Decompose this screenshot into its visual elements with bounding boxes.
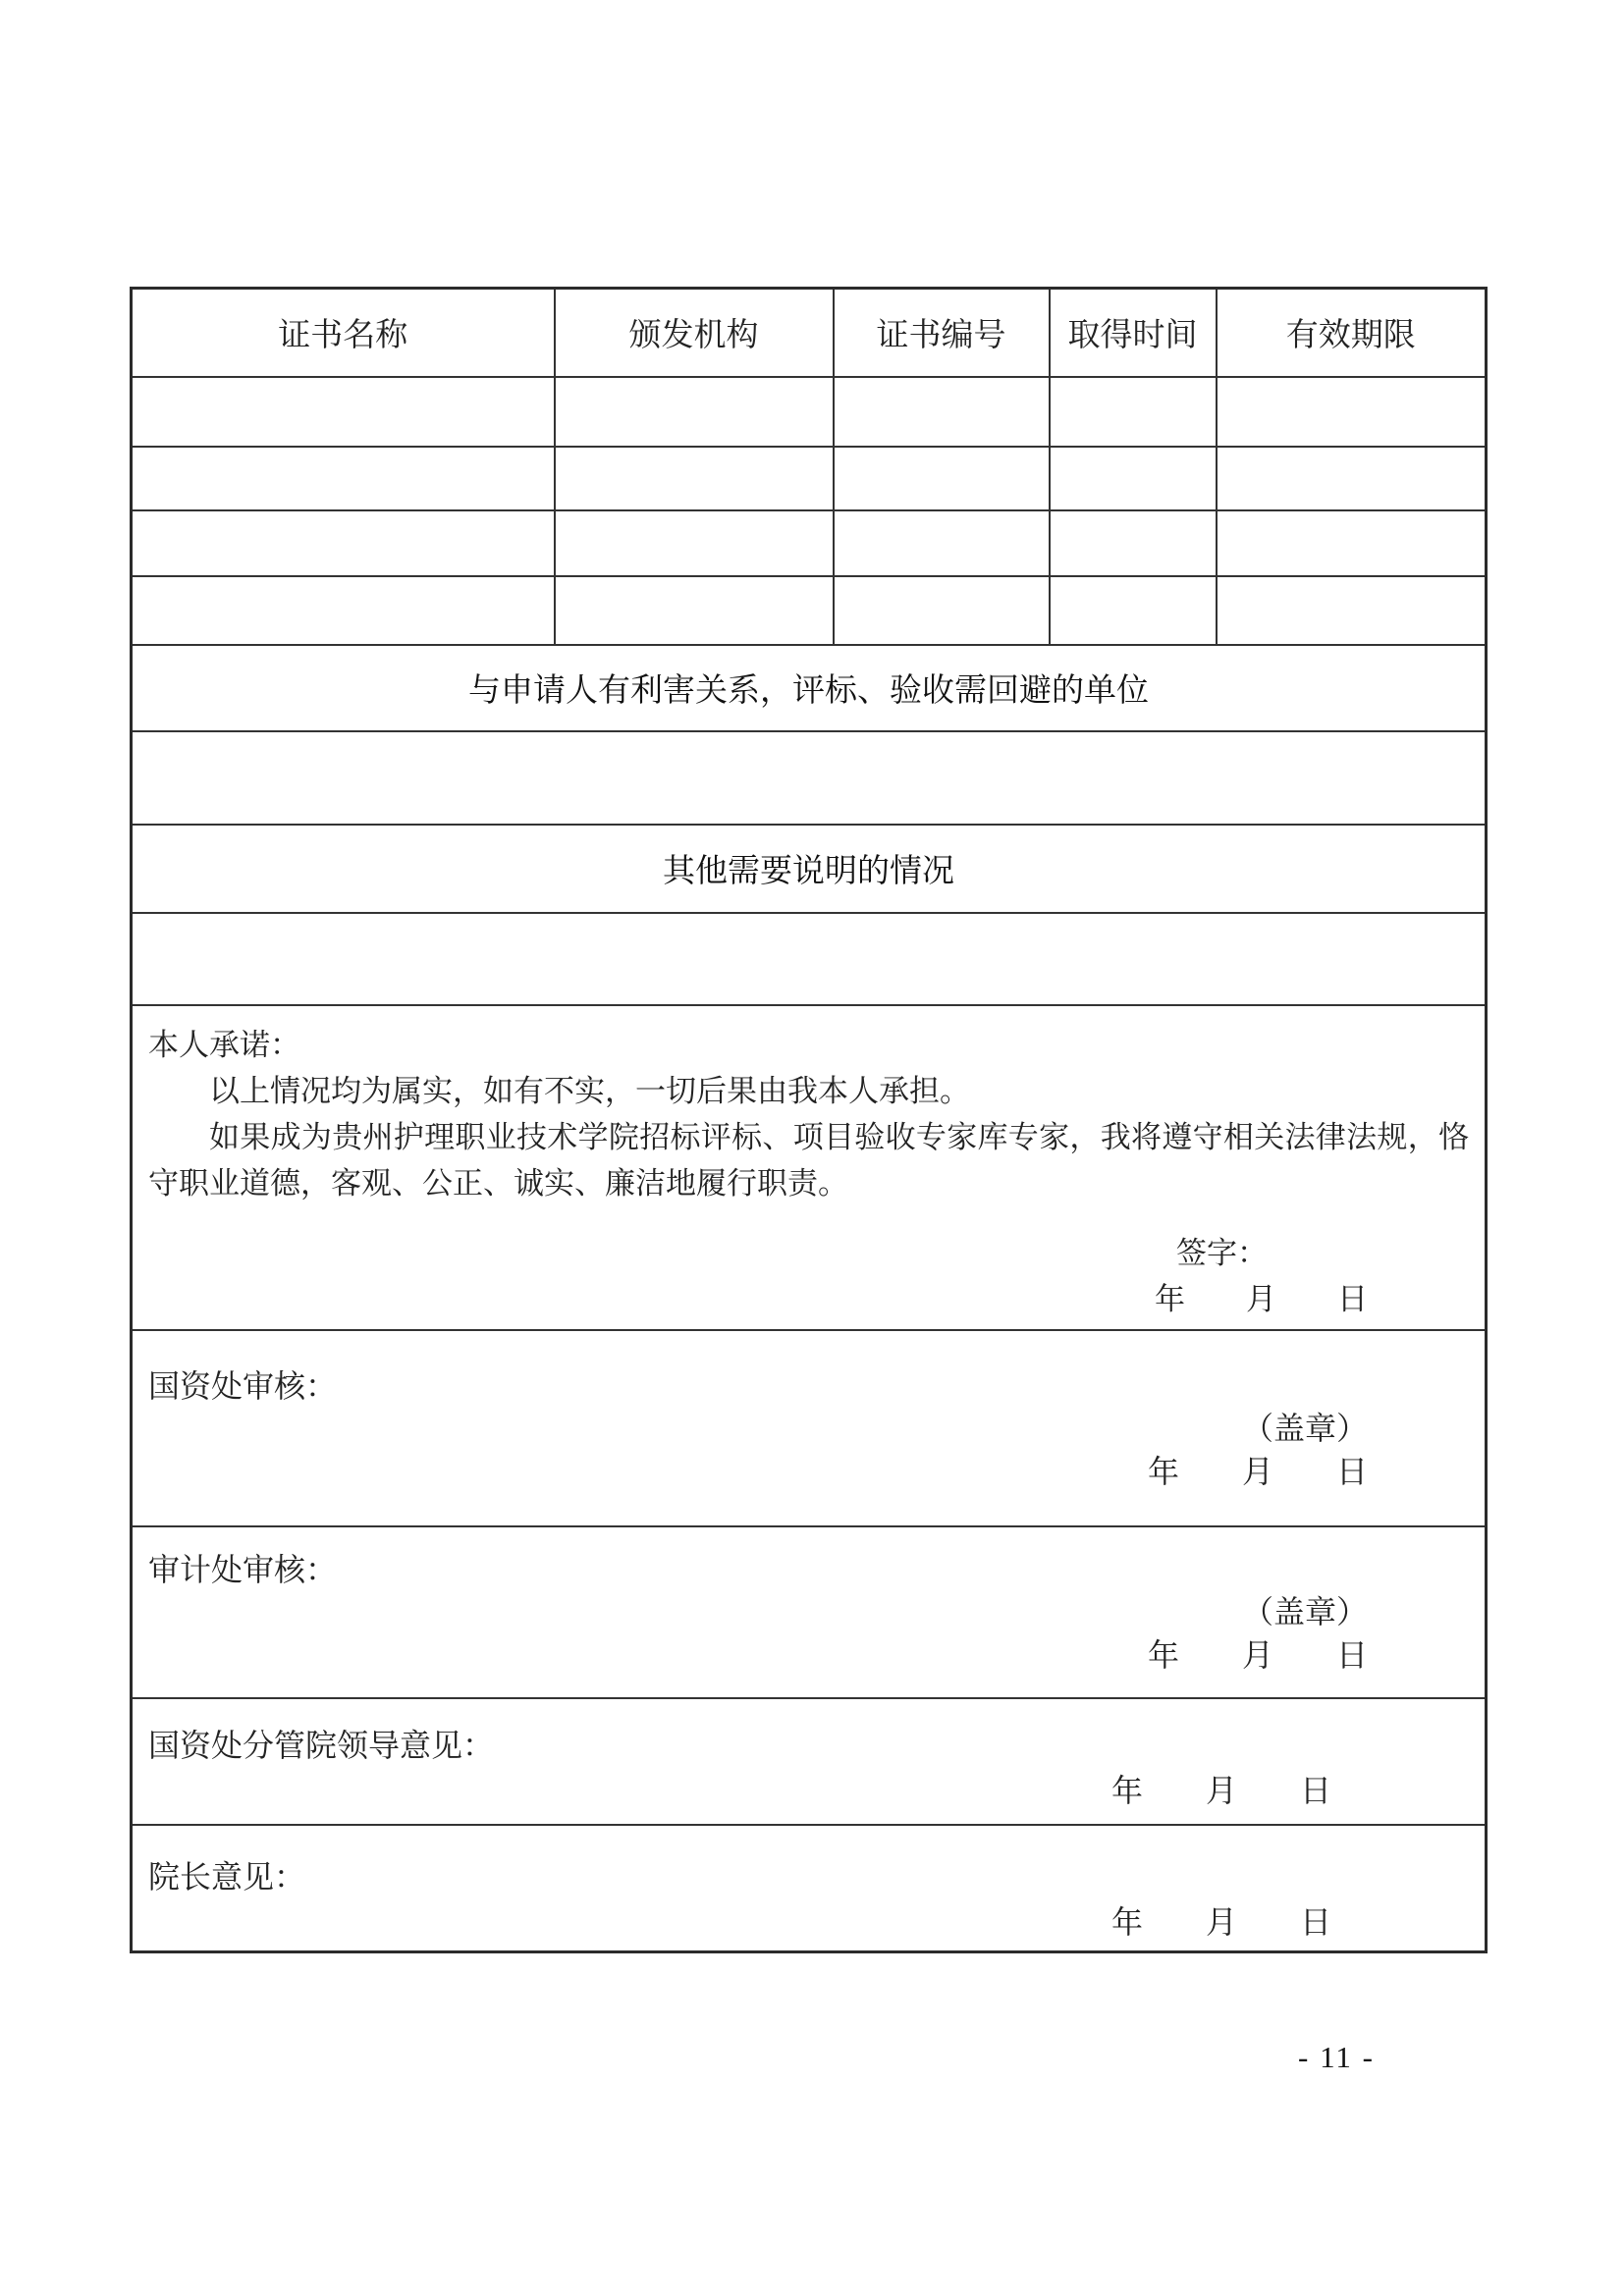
leader-opinion-row: [132, 1698, 1487, 1825]
other-notes-input-area: [132, 913, 1487, 1005]
empty-cell: [1050, 447, 1217, 510]
conflict-units-input-area: [132, 731, 1487, 825]
certificate-empty-row: [132, 576, 1487, 645]
certificate-empty-row: [132, 510, 1487, 576]
assets-office-review-block: [133, 1354, 1485, 1503]
empty-cell: [1050, 377, 1217, 447]
empty-cell: [555, 447, 834, 510]
empty-cell: [1217, 576, 1487, 645]
empty-cell: [132, 377, 555, 447]
col-header-certificate-name: 证书名称: [132, 289, 555, 377]
audit-office-review-block: [133, 1537, 1485, 1686]
certificate-empty-row: [132, 447, 1487, 510]
seal-label: （盖章）: [1241, 1594, 1368, 1629]
empty-cell: [834, 377, 1050, 447]
date-line: 年 月 日: [1147, 1637, 1368, 1673]
empty-cell: [1217, 377, 1487, 447]
empty-cell: [834, 510, 1050, 576]
certificate-empty-row: [132, 377, 1487, 447]
conflict-units-title-row: [132, 645, 1487, 731]
col-header-issuing-authority: 颁发机构: [555, 289, 834, 377]
empty-cell: [555, 576, 834, 645]
empty-cell: [1050, 510, 1217, 576]
signature-date-line: 年 月 日: [1155, 1282, 1368, 1316]
president-opinion-label: 院长意见：: [148, 1859, 306, 1896]
empty-cell: [1050, 576, 1217, 645]
commitment-title: 本人承诺：: [148, 1028, 300, 1062]
empty-cell: [132, 510, 555, 576]
audit-office-stamp-area: [148, 1590, 1469, 1677]
date-line: 年 月 日: [1110, 1904, 1331, 1941]
empty-cell: [132, 576, 555, 645]
commitment-block: [133, 1012, 1485, 1322]
date-line: 年 月 日: [1110, 1773, 1331, 1808]
audit-office-review-label: 审计处审核：: [148, 1552, 338, 1587]
conflict-units-title: 与申请人有利害关系，评标、验收需回避的单位: [132, 645, 1487, 731]
conflict-units-blank-row: [132, 731, 1487, 825]
assets-office-stamp-area: [148, 1407, 1469, 1493]
president-opinion-block: [133, 1831, 1485, 1945]
signature-label: 签字：: [1176, 1236, 1268, 1270]
commitment-line1: 以上情况均为属实，如有不实，一切后果由我本人承担。: [209, 1074, 970, 1108]
seal-label: （盖章）: [1241, 1410, 1368, 1446]
empty-cell: [132, 447, 555, 510]
empty-cell: [555, 377, 834, 447]
empty-cell: [1217, 510, 1487, 576]
date-line: 年 月 日: [1147, 1453, 1368, 1489]
empty-cell: [834, 576, 1050, 645]
president-opinion-row: [132, 1825, 1487, 1952]
other-notes-title-row: [132, 825, 1487, 913]
commitment-row: [132, 1005, 1487, 1330]
col-header-validity-period: 有效期限: [1217, 289, 1487, 377]
assets-office-review-label: 国资处审核：: [148, 1367, 338, 1404]
assets-office-review-row: [132, 1330, 1487, 1526]
audit-office-review-row: [132, 1526, 1487, 1698]
other-notes-title: 其他需要说明的情况: [132, 825, 1487, 913]
page-number: - 11 -: [1298, 2040, 1375, 2074]
col-header-certificate-number: 证书编号: [834, 289, 1050, 377]
leader-opinion-label: 国资处分管院领导意见：: [148, 1728, 495, 1763]
expert-application-form-table: [130, 287, 1488, 1953]
empty-cell: [834, 447, 1050, 510]
commitment-line2: 如果成为贵州护理职业技术学院招标评标、项目验收专家库专家，我将遵守相关法律法规，恪守职业道德，客观、公正、诚实、廉洁地履行职责。: [148, 1120, 1469, 1201]
leader-opinion-block: [133, 1709, 1485, 1813]
col-header-obtain-date: 取得时间: [1050, 289, 1217, 377]
other-notes-blank-row: [132, 913, 1487, 1005]
empty-cell: [1217, 447, 1487, 510]
certificate-header-row: [132, 289, 1487, 377]
empty-cell: [555, 510, 834, 576]
